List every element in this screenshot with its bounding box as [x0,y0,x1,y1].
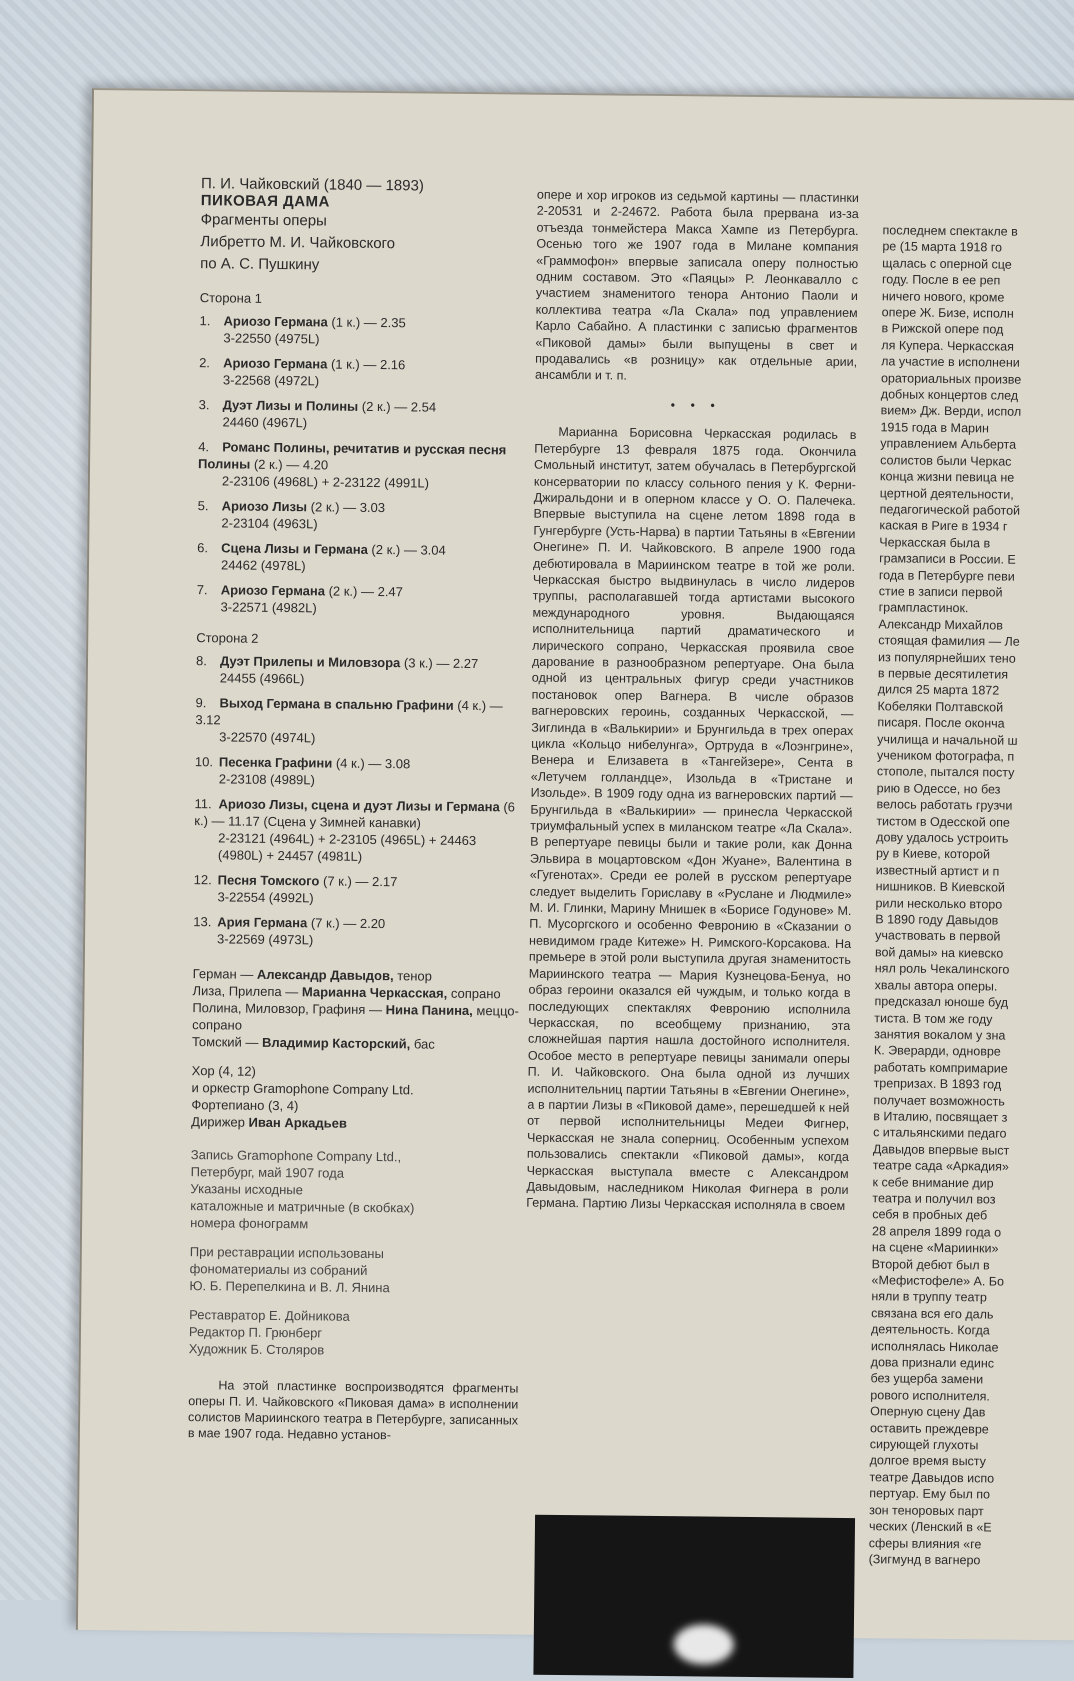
track-item [193,871,523,908]
cast-artist: Нина Панина, [385,1002,473,1019]
text-line: ораториальных произве [880,370,1022,387]
track-item [199,354,529,391]
track-catalog: 2-23104 (4963L) [221,515,318,532]
text-line: долгое время высту [869,1453,987,1469]
side-label: Сторона 2 [196,630,259,646]
track-number: 6. [197,540,209,556]
track-info: (2 к.) — 2.54 [361,398,437,415]
credit-line: Петербург, май 1907 года [190,1164,345,1181]
text-line: получает возможность [873,1092,1005,1109]
track-title: Выход Германа в спальню Графини [219,695,454,713]
text-line: добных концертов след [880,387,1019,403]
text-line: Кобеляки Полтавской [877,699,1004,715]
text-line: ничего нового, кроме [881,288,1005,305]
track-catalog: 24455 (4966L) [219,670,305,687]
text-line: солистов были Черкас [880,452,1012,469]
text-line: писаря. После оконча [877,715,1005,731]
text-line: вой дамы» на киевско [874,945,1004,961]
text-line: стие в записи первой [878,584,1003,600]
text-line: учеником фотографа, п [876,748,1015,764]
text-line: училища и начальной ш [877,731,1018,748]
cast-role: Герман — [192,966,254,982]
text-line: дову удалось устроить [876,830,1009,846]
text-line: стоящая фамилия — Ле [878,633,1020,649]
text-line: велось работать грузчи [876,797,1013,813]
text-line: в Италию, посвящает з [873,1109,1008,1125]
text-line: 28 апреля 1899 года о [872,1224,1002,1240]
track-title: Ариозо Германа [220,582,326,599]
text-line: конца жизни певица не [879,469,1015,485]
credit-line: фономатериалы из собраний [189,1261,368,1278]
credit-line: Редактор П. Грюнберг [188,1324,323,1341]
text-line: рили несколько второ [875,895,1003,912]
credit-line: Ю. Б. Перепелкина и В. Л. Янина [189,1278,390,1296]
track-title: Дуэт Прилепы и Миловзора [219,653,401,671]
cast-voice: бас [413,1036,435,1052]
orchestra-line: и оркестр Gramophone Company Ltd. [191,1080,414,1098]
track-info: (2 к.) — 3.04 [371,541,446,558]
cast-list [192,965,523,1053]
track-catalog: 24460 (4967L) [222,414,308,431]
text-line: зон теноровых парт [869,1502,984,1519]
text-line: тиста. В том же году [874,1010,993,1026]
track-item [195,694,526,748]
text-line: трепризах. В 1893 год [873,1076,1002,1092]
track-info: (1 к.) — 2.16 [330,356,406,373]
text-line: нишников. В Киевской [875,879,1006,895]
track-catalog: 2-23121 (4964L) + 2-23105 (4965L) + 24463 (4980L) + 24457 (4981L) [217,830,477,864]
text-line: Оперную сцену Дав [870,1404,986,1420]
cast-artist: Владимир Касторский, [261,1034,411,1052]
cast-voice: меццо-сопрано [192,1003,519,1033]
text-line: связана вся его даль [871,1306,994,1322]
text-line: Черкасская была в [879,534,991,551]
track-item [196,652,526,689]
track-item [198,438,529,492]
track-info: (6 к.) — 11.17 (Сцена у Зимней канавки) [194,799,516,831]
credit-line: При реставрации использованы [189,1244,384,1262]
record-sleeve-sheet [76,88,1074,1641]
track-number: 4. [198,439,210,455]
biography-paragraph: Марианна Борисовна Черкасская родилась в Петербурге 13 февраля 1875 года. Окончила Смольный институт, затем обучалась в Петербургской консерватории по классу сольного пения у К. Ферни-Джиральдони и в оперном классе у О. О. Палечека. Впервые выступила на сцене летом 1898 года в Гунгербурге (Усть-Нарва) в партии Татьяны в «Евгении Онегине» П. И. Чайковского. В апреле 1900 года дебютировала в Мариинском театре в той же роли. Черкасская быстро выдвинулась в число лидеров труппы, располагавшей тогда артистами высокого международного уровня. Выдающаяся исполнительница партий драматического и лирического сопрано, Черкасская проявила свое дарование в разнообразном репертуаре. Она была одной из центральных фигур среди участников постановок опер Вагнера. В числе образов вагнеровских героинь, созданных Черкасской, — Зиглинда в «Валькирии» и Брунгильда в трех операх цикла «Кольцо нибелунга», Ортруда в «Лоэнгрине», Венера и Елизавета в «Тангейзере», Сента в «Летучем голландце», Изольда в «Тристане и Изольде». В 1909 году одна из вагнеровских партий — Брунгильда в «Валькирии» — принесла Черкасской триумфальный успех в миланском театре «Ла Скала». В репертуаре певицы были и такие роли, как Донна Эльвира в моцартовском «Дон Жуане», Валентина в «Гугенотах». Среди ее ролей в русском репертуаре следует выделить Гориславу в «Руслане и Людмиле» М. И. Глинки, Марину Мнишек в «Борисе Годунове» М. П. Мусоргского и особенно Февронию в «Сказании о невидимом граде Китеже» Н. Римского-Корсакова. На премьере в этой роли выступила другая знаменитость Мариинского театра — Мария Кузнецова-Бенуа, но образ героини оказался ей чуждым, и только когда в последующих спектаклях Февронию исполнила Черкасская, по всеобщему признанию, эта сложнейшая партия нашла достойного исполнителя. Особое место в репертуаре певицы занимали оперы П. И. Чайковского. Она была одной из лучших исполнительниц партии Татьяны в «Евгении Онегине», а в партии Лизы в «Пиковой даме», перешедшей к ней от первой исполнительницы Медеи Фигнер, Черкасская не знала соперниц. Особенным успехом пользовались спектакли «Пиковой дамы», когда Черкасская выступала вместе с Александром Давыдовым, наследником Николая Фигнера в роли Германа. Партию Лизы Черкасская исполняла в своем [526,425,857,1214]
text-line: 1915 года в Марин [880,420,989,436]
text-line: последнем спектакле в [882,223,1018,239]
credit-line: Художник Б. Столяров [188,1341,325,1358]
text-line: к себе внимание дир [872,1174,994,1191]
text-line: В 1890 году Давыдов [875,912,999,928]
text-line: педагогической работой [879,502,1021,518]
text-line: работать компримарие [873,1059,1008,1076]
credits-block [189,1146,521,1360]
track-title: Песенка Графини [218,754,333,771]
track-info: (7 к.) — 2.20 [310,915,386,932]
track-info: (4 к.) — 3.08 [335,755,411,772]
credit-line: номера фонограмм [190,1215,309,1232]
cast-role: Лиза, Прилепа — [192,983,299,1000]
cast-voice: тенор [397,968,433,984]
text-line: цертной деятельности, [879,485,1014,502]
track-title: Дуэт Лизы и Полины [222,397,359,414]
track-number: 3. [198,397,210,413]
text-line: каская в Риге в 1934 г [879,518,1008,534]
text-line: ля Купера. Черкасская [881,338,1014,354]
section-separator: • • • [670,397,721,413]
cast-voice: сопрано [450,985,501,1002]
cast-role: Томский — [191,1034,259,1050]
track-number: 2. [199,355,211,371]
text-line: К. Эверарди, одновре [873,1043,1001,1059]
track-number: 5. [197,498,209,514]
track-info: (2 к.) — 4.20 [253,456,329,473]
text-line: театре Давыдов испо [869,1470,995,1486]
track-catalog: 3-22569 (4973L) [217,931,314,948]
text-line: грампластинок. [878,600,969,616]
conductor-line: Дирижер Иван Аркадьев [191,1114,347,1131]
text-line: на сцене «Мариинки» [871,1240,999,1256]
text-line: Александр Михайлов [878,617,1003,633]
text-line: вием» Дж. Верди, испол [880,403,1022,420]
cast-role: Полина, Миловзор, Графиня — [192,1000,383,1018]
cast-entry [192,1033,522,1053]
subtitle-line: Либретто М. И. Чайковского [200,233,396,253]
track-item [194,795,525,866]
track-title: Ариозо Германа [223,355,328,372]
track-item [198,396,528,433]
track-info: (2 к.) — 3.03 [310,499,386,516]
credit-line: Запись Gramophone Company Ltd., [190,1147,402,1165]
track-catalog: 3-22550 (4975L) [223,330,320,347]
track-number: 7. [196,582,208,598]
track-info: (2 к.) — 2.47 [328,583,404,600]
track-item [195,753,525,790]
credit-line: Реставратор Е. Дойникова [189,1307,350,1324]
text-line: без ущерба замени [870,1371,984,1387]
track-catalog: 2-23108 (4989L) [218,771,315,788]
text-line: года в Петербурге певи [878,567,1015,584]
column-biography-cut [869,222,1074,1570]
text-line: деятельность. Когда [870,1322,990,1338]
track-item [193,913,523,950]
track-number: 10. [194,754,214,770]
text-line: в первые десятилетия [877,666,1009,682]
text-line: известный артист и п [875,863,1000,879]
text-line: занятия вокалом у зна [874,1027,1006,1043]
track-title: Ариозо Лизы, сцена и дуэт Лизы и Германа [218,796,500,815]
track-info: (1 к.) — 2.35 [331,314,406,331]
credit-line: Указаны исходные [190,1181,304,1198]
track-title: Ариозо Лизы [221,498,308,515]
text-line: дился 25 марта 1872 [877,682,1000,698]
composer-line: П. И. Чайковский (1840 — 1893) [200,175,424,195]
text-line: пертуар. Ему был по [869,1486,991,1502]
track-item [197,497,527,534]
track-catalog: 3-22568 (4972L) [222,372,320,389]
text-line: опере Ж. Бизе, исполн [881,305,1014,321]
column-tracklist [188,175,531,1444]
text-line: театра и получил воз [872,1191,996,1207]
side-label: Сторона 1 [199,290,263,306]
track-item [197,539,527,576]
text-line: ре (15 марта 1918 го [882,239,1003,255]
track-title: Ариозо Германа [223,313,328,330]
text-line: ру в Киеве, которой [875,846,991,862]
track-title: Сцена Лизы и Германа [221,540,368,557]
cast-entry [192,999,522,1036]
subtitle-line: по А. С. Пушкину [200,255,320,274]
text-line: рового исполнителя. [870,1388,991,1404]
track-title: Ария Германа [217,914,308,931]
history-paragraph: опере и хор игроков из седьмой картины — пластинки 2-20531 и 2-24672. Работа была прервана из-за отъезда тонмейстера Макса Хампе из Петербурга. Осенью того же 1907 года в Милане компания «Граммофон» впервые записала оперу полностью одним составом. Это «Паяцы» Р. Леонкавалло с участием знаменитого тенора Антонио Паоли и коллектива театра «Ла Скала» под управлением Карло Сабайно. А пластинки с записью фрагментов «Пиковой дамы» были выпущены в свет и продавались «в розницу» как отдельные арии, ансамбли и т. п. [534,187,859,384]
text-line: оставить преждевре [869,1420,989,1437]
text-line: стополе, пытался посту [876,764,1015,781]
track-number: 11. [194,796,212,812]
text-line: ческих (Ленский в «Е [868,1519,992,1535]
intro-paragraph: На этой пластинке воспроизводятся фрагменты оперы П. И. Чайковского «Пиковая дама» в исполнении солистов Мариинского театра в Петербурге, записанных в мае 1907 года. Недавно установ- [187,1378,519,1443]
track-catalog: 24462 (4978L) [220,557,306,574]
track-number: 8. [195,653,207,669]
credit-line: каталожные и матричные (в скобках) [190,1198,415,1216]
text-line: предсказал юноше буд [874,994,1009,1010]
text-line: Второй дебют был в [871,1256,990,1273]
opera-title: ПИКОВАЯ ДАМА [200,192,331,211]
text-line: ла участие в исполнени [881,354,1020,370]
ensemble-block [191,1062,522,1133]
track-number: 13. [193,914,212,930]
track-number: 12. [193,872,212,888]
track-catalog: 3-22571 (4982L) [220,599,317,616]
text-line: дова признали единс [870,1355,995,1371]
text-line: исполнялась Николае [870,1338,999,1355]
track-catalog: 3-22570 (4974L) [219,729,316,746]
text-line: рию в Одессе, но без [876,781,1001,797]
track-item [199,312,529,349]
text-line: «Мефистофеле» А. Бо [871,1273,1005,1289]
recording-credits [190,1146,521,1234]
cast-artist: Александр Давыдов, [256,966,394,984]
track-info: (3 к.) — 2.27 [403,655,479,672]
text-line: (Зигмунд в вагнеро [868,1552,981,1568]
portrait-photo [533,1515,855,1678]
text-line: нял роль Чекалинского [874,961,1010,977]
text-line: в Рижской опере под [881,321,1004,337]
text-line: участвовать в первой [875,928,1001,945]
restoration-credits [189,1243,520,1297]
text-line: году. После в ее реп [881,272,1001,288]
text-line: себя в пробных деб [872,1207,988,1223]
subtitle-line: Фрагменты оперы [200,211,327,230]
text-line: хвалы автора оперы. [874,977,998,994]
track-number: 1. [199,313,211,329]
track-info: (4 к.) — 3.12 [195,697,503,728]
text-line: из популярнейших тено [878,649,1016,666]
piano-line: Фортепиано (3, 4) [191,1097,299,1114]
text-line: Давыдов впервые выст [872,1141,1010,1158]
track-title: Романс Полины, речитатив и русская песня Полины [197,439,507,472]
text-line: щалась с оперной сце [882,256,1012,272]
text-line: театре сада «Аркадия» [872,1158,1009,1174]
cast-artist: Марианна Черкасская, [301,984,448,1001]
text-line: тистом в Одесской опе [876,813,1010,830]
text-line: сирующей глухоты [869,1437,979,1453]
track-number: 9. [195,695,207,711]
text-line: с итальянскими педаго [873,1125,1007,1141]
tracklist [193,289,530,950]
track-catalog: 3-22554 (4992L) [217,889,314,906]
track-title: Песня Томского [217,872,320,889]
text-line: грамзаписи в России. Е [879,551,1016,567]
chorus-line: Хор (4, 12) [191,1063,256,1079]
track-item [196,581,526,618]
staff-credits [189,1306,520,1360]
track-info: (7 к.) — 2.17 [322,873,398,890]
track-catalog: 2-23106 (4968L) + 2-23122 (4991L) [221,473,430,491]
text-line: сферы влияния «ге [868,1535,982,1551]
text-line: управлением Альберта [880,436,1017,452]
column-history [526,187,859,1215]
text-line: няли в труппу театр [871,1289,987,1305]
